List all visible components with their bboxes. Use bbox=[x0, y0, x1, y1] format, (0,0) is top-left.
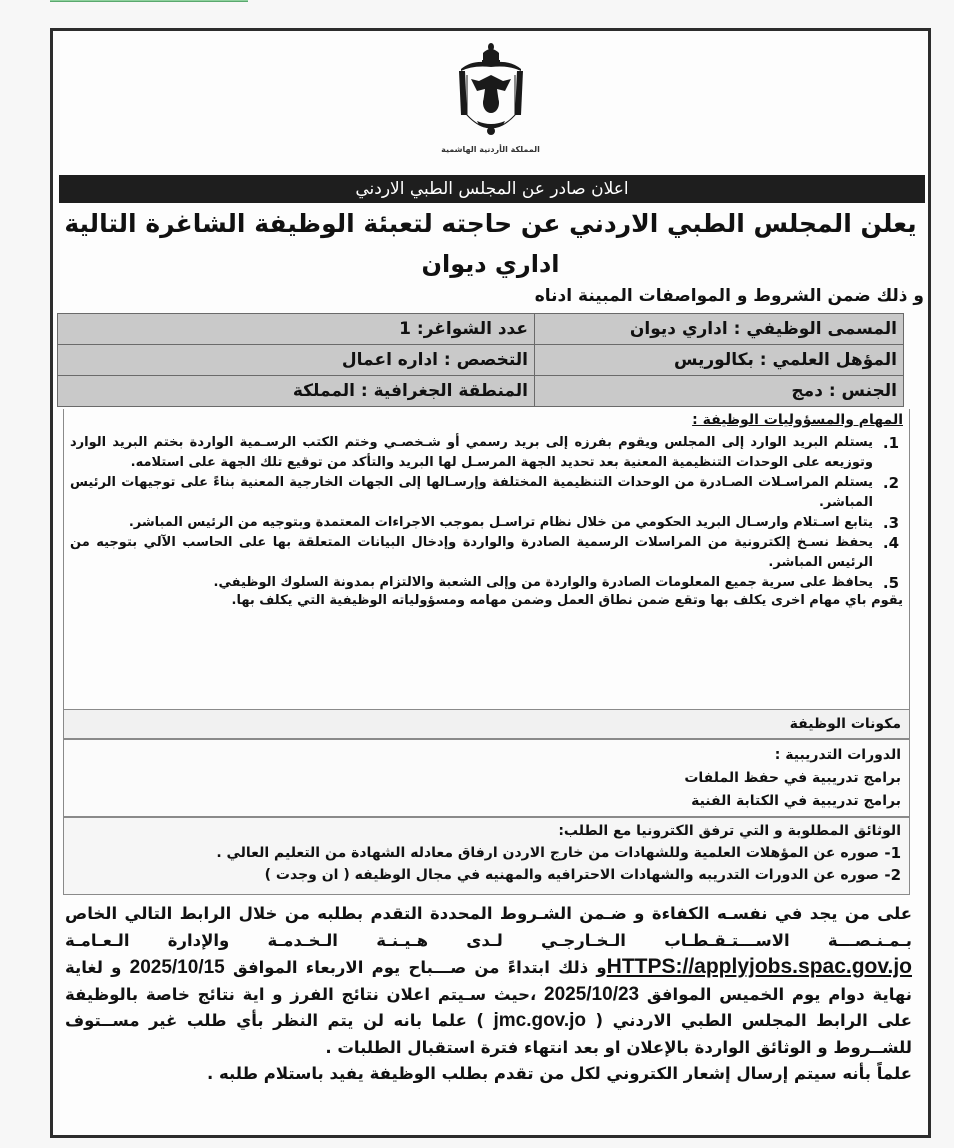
closing-paragraph bbox=[65, 901, 912, 1088]
apply-link[interactable]: HTTPS://applyjobs.spac.gov.jo bbox=[606, 955, 912, 978]
region-cell: المنطقة الجغرافية : المملكة bbox=[58, 376, 535, 407]
headline: يعلن المجلس الطبي الاردني عن حاجته لتعبئة الوظيفة الشاغرة التالية bbox=[64, 209, 917, 238]
table-row bbox=[58, 314, 904, 345]
top-tab-indicator bbox=[50, 0, 248, 2]
course-item: برامج تدريبية في حفظ الملفات bbox=[684, 770, 901, 786]
doc-text: صوره عن المؤهلات العلمية وللشهادات من خارج الاردن ارفاق معادله الشهادة من التعليم العالي . bbox=[216, 845, 879, 861]
courses-section bbox=[63, 739, 910, 817]
task-text: يتابع اسـتلام وارسـال البريد الحكومي من خلال نظام تراسـل بموجب الاجراءات المعتمدة وبتوجيه من الرئيس المباشر. bbox=[128, 515, 873, 530]
list-item bbox=[70, 573, 899, 593]
closing-part-3: و لغاية نهاية دوام يوم الخميس الموافق bbox=[65, 958, 912, 1004]
task-text: يستلم البريد الوارد إلى المجلس ويقوم بفرزه إلى بريد رسمي أو شـخصـي وختم الكتب الرسـمية الواردة بختم البريد الوارد وتوزيعه على الوحدات التنظيمية المعنية بعد تحديد الجهة المرسـل لها البريد والتأكد من توقيع تلك الجهة على استلامه. bbox=[70, 435, 873, 470]
course-item: برامج تدريبية في الكتابة الفنية bbox=[691, 793, 901, 809]
job-heading: اداري ديوان bbox=[421, 250, 560, 278]
doc-number: 1- bbox=[884, 844, 901, 862]
tasks-section bbox=[63, 409, 910, 709]
task-number: 5. bbox=[882, 574, 899, 592]
task-number: 2. bbox=[882, 474, 899, 492]
list-item bbox=[64, 842, 901, 864]
table-row bbox=[58, 376, 904, 407]
tasks-title: المهام والمسؤوليات الوظيفة : bbox=[692, 412, 903, 428]
list-item bbox=[70, 473, 899, 513]
intro-text: و ذلك ضمن الشروط و المواصفات المبينة ادناه bbox=[534, 286, 924, 306]
announcement-banner: اعلان صادر عن المجلس الطبي الاردني bbox=[59, 175, 925, 203]
qualification-cell: المؤهل العلمي : بكالوريس bbox=[535, 345, 904, 376]
list-item bbox=[70, 533, 899, 573]
task-list bbox=[64, 433, 909, 593]
documents-section bbox=[63, 817, 910, 895]
vacancies-cell: عدد الشواغر: 1 bbox=[58, 314, 535, 345]
job-info-table bbox=[57, 313, 904, 407]
closing-part-4: ،حيث سـيتم اعلان نتائج الفرز و اية نتائج خاصة بالوظيفة على الرابط المجلس الطبي الاردني ( bbox=[65, 984, 912, 1030]
doc-number: 2- bbox=[884, 866, 901, 884]
documents-title: الوثائق المطلوبة و التي ترفق الكترونيا مع الطلب: bbox=[558, 823, 901, 839]
courses-title: الدورات التدريبية : bbox=[774, 747, 901, 763]
results-site-link[interactable]: jmc.gov.jo bbox=[493, 1010, 587, 1031]
table-row bbox=[58, 345, 904, 376]
application-instructions bbox=[65, 901, 912, 1061]
job-title-cell: المسمى الوظيفي : اداري ديوان bbox=[535, 314, 904, 345]
jordan-crest-icon bbox=[453, 41, 529, 141]
task-text: يستلم المراسـلات الصـادرة من الوحدات التنظيمية المختلفة وإرسـالها إلى الجهات الخارجية المعنية بناءً على توجيهات الرئيس المباشر. bbox=[70, 475, 873, 510]
doc-text: صوره عن الدورات التدريبه والشهادات الاحترافيه والمهنيه في مجال الوظيفه ( ان وجدت ) bbox=[264, 867, 879, 883]
crest-caption: المملكة الأردنية الهاشمية bbox=[441, 145, 540, 154]
list-item bbox=[64, 864, 901, 886]
email-notice: علماً بأنه سيتم إرسال إشعار الكتروني لكل من تقدم بطلب الوظيفة يفيد باستلام طلبه . bbox=[207, 1064, 912, 1083]
announcement-document bbox=[50, 28, 931, 1138]
closing-part-5: ) علما بانه لن يتم النظر بأي طلب غير مســتوف للشــروط و الوثائق الواردة بالإعلان او بعد انتهاء فترة استقبال الطلبات . bbox=[65, 1011, 912, 1057]
task-text: يحافظ على سرية جميع المعلومات الصادرة والواردة من وإلى الشعبة والالتزام بمدونة السلوك الوظيفي. bbox=[213, 575, 873, 590]
specialization-cell: التخصص : اداره اعمال bbox=[58, 345, 535, 376]
list-item bbox=[70, 433, 899, 473]
end-date: 2025/10/23 bbox=[544, 983, 640, 1005]
start-date: 2025/10/15 bbox=[129, 957, 225, 978]
components-title: مكونات الوظيفة bbox=[63, 709, 910, 739]
task-extra: يقوم باي مهام اخرى يكلف بها وتقع ضمن نطاق العمل وضمن مهامه ومسؤولياته الوظيفية التي يكلف بها. bbox=[231, 593, 903, 608]
task-number: 4. bbox=[882, 534, 899, 552]
task-text: يحفظ نسـخ إلكترونية من المراسلات الرسمية الصادرة والواردة وإدخال البيانات المتعلقة بها على الحاسب الآلي بتوجيه من الرئيس المباشر. bbox=[70, 535, 873, 570]
task-number: 3. bbox=[882, 514, 899, 532]
closing-part-1: على من يجد في نفسـه الكفاءة و ضـمن الشـروط المحددة التقدم بطلبه من خلال الرابط التالي الخاص بـمـنـصـــة الاســـتـقـطـاب الـخـارجـي لـدى هـيـنـة الـخـدمـة والإدارة الـعـامـة bbox=[65, 904, 912, 950]
list-item bbox=[70, 513, 899, 533]
task-number: 1. bbox=[882, 434, 899, 452]
closing-part-2: و ذلك ابتداءً من صـــباح يوم الاربعاء الموافق bbox=[224, 958, 607, 977]
gender-cell: الجنس : دمج bbox=[535, 376, 904, 407]
